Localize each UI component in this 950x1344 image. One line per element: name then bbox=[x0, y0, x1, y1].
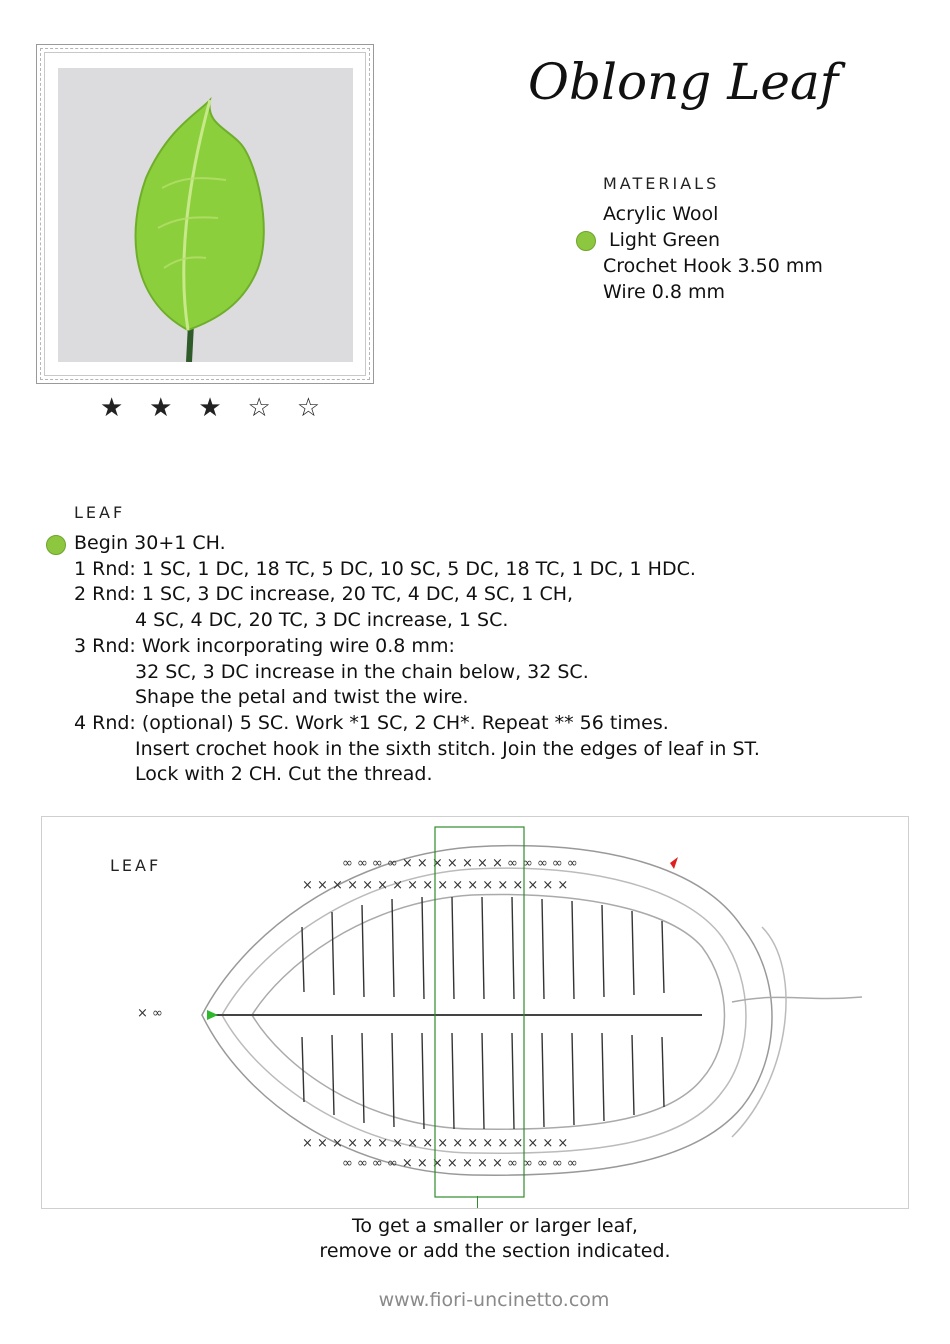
leaf-photo bbox=[58, 68, 353, 362]
diagram-caption bbox=[290, 1214, 700, 1264]
instruction-line: 2 Rnd: 1 SC, 3 DC increase, 20 TC, 4 DC, 4 SC, 1 CH, bbox=[74, 583, 574, 606]
material-item: Crochet Hook 3.50 mm bbox=[603, 255, 823, 277]
star-icon-2: ★ bbox=[149, 393, 173, 423]
svg-text:∞ ∞ ∞ ∞ × × × × × × × ∞ ∞ ∞ ∞: ∞ ∞ ∞ ∞ × × × × × × × ∞ ∞ ∞ ∞ ∞ bbox=[342, 1156, 578, 1171]
instruction-line: 32 SC, 3 DC increase in the chain below, 32 SC. bbox=[135, 660, 589, 683]
leaf-instructions bbox=[74, 531, 760, 788]
instruction-line: Shape the petal and twist the wire. bbox=[135, 686, 469, 709]
page-title: Oblong Leaf bbox=[528, 53, 839, 111]
star-icon-4: ☆ bbox=[247, 393, 271, 423]
color-dot-icon bbox=[576, 231, 596, 251]
caption-line: remove or add the section indicated. bbox=[319, 1240, 671, 1262]
instruction-line: Begin 30+1 CH. bbox=[74, 532, 226, 554]
section-pointer bbox=[477, 1196, 478, 1208]
star-icon-3: ★ bbox=[198, 393, 222, 423]
instruction-line: 1 Rnd: 1 SC, 1 DC, 18 TC, 5 DC, 10 SC, 5 DC, 18 TC, 1 DC, 1 HDC. bbox=[74, 557, 696, 580]
star-icon-5: ☆ bbox=[296, 393, 320, 423]
instruction-line: 3 Rnd: Work incorporating wire 0.8 mm: bbox=[74, 634, 455, 657]
instruction-line: Insert crochet hook in the sixth stitch. Join the edges of leaf in ST. bbox=[135, 737, 760, 760]
leaf-heading: LEAF bbox=[74, 503, 126, 522]
start-marker-icon bbox=[670, 857, 678, 869]
svg-text:× ∞: × ∞ bbox=[137, 1006, 163, 1021]
materials-list bbox=[603, 201, 823, 305]
start-arrow-icon bbox=[207, 1010, 218, 1020]
caption-line: To get a smaller or larger leaf, bbox=[352, 1215, 638, 1237]
material-item: Wire 0.8 mm bbox=[603, 281, 726, 303]
instruction-line: Lock with 2 CH. Cut the thread. bbox=[135, 763, 433, 786]
leaf-chart-drawing bbox=[42, 817, 908, 1208]
difficulty-rating bbox=[100, 393, 320, 423]
svg-text:∞ ∞ ∞ ∞ × × × × × × × ∞ ∞ ∞ ∞: ∞ ∞ ∞ ∞ × × × × × × × ∞ ∞ ∞ ∞ ∞ bbox=[342, 856, 578, 871]
instruction-line: 4 Rnd: (optional) 5 SC. Work *1 SC, 2 CH*. Repeat ** 56 times. bbox=[74, 711, 669, 734]
svg-text:× × × × × × × × × × × × × × ×: × × × × × × × × × × × × × × × × × × bbox=[302, 878, 569, 893]
material-item: Light Green bbox=[603, 229, 721, 251]
crochet-diagram bbox=[41, 816, 909, 1209]
website-link[interactable]: www.fiori-uncinetto.com bbox=[378, 1289, 610, 1311]
color-dot-icon bbox=[46, 535, 66, 555]
star-icon-1: ★ bbox=[100, 393, 124, 423]
materials-heading: MATERIALS bbox=[603, 174, 720, 193]
crochet-leaf-image bbox=[58, 68, 353, 362]
material-item: Acrylic Wool bbox=[603, 203, 719, 225]
diagram-heading: LEAF bbox=[110, 856, 162, 875]
instruction-line: 4 SC, 4 DC, 20 TC, 3 DC increase, 1 SC. bbox=[135, 609, 509, 632]
svg-text:× × × × × × × × × × × × × × ×: × × × × × × × × × × × × × × × × × × bbox=[302, 1136, 569, 1151]
